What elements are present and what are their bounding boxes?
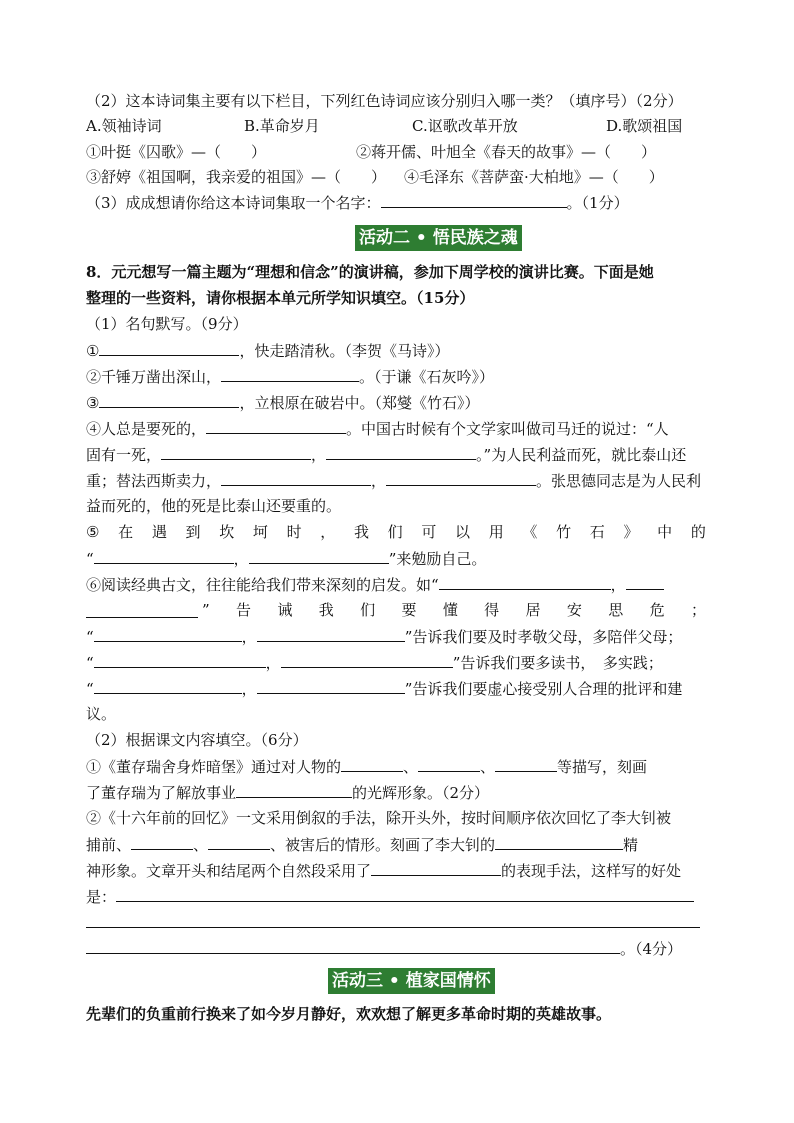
option-b: B.革命岁月	[244, 117, 320, 135]
q8-section2-title: （2）根据课文内容填空。（6分）	[86, 731, 308, 749]
q8-b2-line3: 神形象。文章开头和结尾两个自然段采用了 的表现手法，这样写的好处	[86, 859, 681, 881]
q8-intro-line2: 整理的一些资料，请你根据本单元所学知识填空。（15分）	[86, 289, 475, 307]
answer-blank[interactable]	[439, 573, 611, 590]
answer-blank[interactable]	[94, 625, 242, 642]
q7-options	[86, 115, 716, 137]
q8-b2-line1: ②《十六年前的回忆》一文采用倒叙的手法，除开头外，按时间顺序依次回忆了李大钊被	[86, 809, 672, 827]
q8-a4-line1: ④人总是要死的， 。中国古时候有个文学家叫做司马迁的说过：“人	[86, 417, 669, 439]
q8-b2-line2: 捕前、 、 、被害后的情形。刻画了李大钊的 精	[86, 833, 638, 855]
answer-blank[interactable]	[221, 365, 359, 382]
answer-blank[interactable]	[386, 469, 536, 486]
q8-a5-line1: ⑤ 在 遇 到 坎 坷 时 ， 我 们 可 以 用 《 竹 石 》 中 的	[86, 523, 706, 541]
q8-b2-line6: 。（4分）	[86, 937, 682, 959]
answer-blank[interactable]	[236, 781, 352, 798]
answer-blank[interactable]	[86, 911, 700, 928]
q8-a4-line3: 重；替法西斯卖力， ， 。张思德同志是为人民利	[86, 469, 701, 491]
q8-a5-line2: “ ， ”来勉励自己。	[86, 547, 486, 569]
answer-blank[interactable]	[371, 859, 501, 876]
answer-blank[interactable]	[99, 391, 239, 408]
answer-blank[interactable]	[161, 443, 311, 460]
item-3: ③舒婷《祖国啊，我亲爱的祖国》—（ ）	[86, 168, 387, 186]
answer-blank[interactable]	[341, 755, 403, 772]
answer-blank[interactable]	[208, 833, 270, 850]
answer-blank[interactable]	[86, 937, 620, 954]
answer-blank[interactable]	[94, 651, 266, 668]
answer-blank[interactable]	[257, 677, 405, 694]
answer-blank[interactable]	[418, 755, 480, 772]
q8-a6-line6: 议。	[86, 705, 117, 723]
answer-blank[interactable]	[281, 651, 453, 668]
answer-blank[interactable]	[94, 677, 242, 694]
q8-b2-line4: 是：	[86, 885, 694, 907]
q8-b1-line1: ①《董存瑞舍身炸暗堡》通过对人物的 、 、 等描写，刻画	[86, 755, 647, 777]
item-1: ①叶挺《囚歌》—（ ）	[86, 143, 267, 161]
q8-a4-line2: 固有一死， ， 。”为人民利益而死，就比泰山还	[86, 443, 686, 465]
q8-b2-line5	[86, 911, 700, 933]
q8-a6-line5: “ ， ”告诉我们要虚心接受别人合理的批评和建	[86, 677, 682, 699]
q8-a4-line4: 益而死的，他的死是比泰山还要重的。	[86, 497, 342, 515]
answer-blank[interactable]	[94, 547, 234, 564]
option-d: D.歌颂祖国	[606, 117, 683, 135]
answer-blank[interactable]	[326, 443, 476, 460]
q8-a6-line4: “ ， ”告诉我们要多读书， 多实践；	[86, 651, 663, 673]
q7-sub2: （2）这本诗词集主要有以下栏目，下列红色诗词应该分别归入哪一类？（填序号）（2分）	[86, 92, 683, 110]
q7-items-row2	[86, 166, 716, 188]
q8-a2: ②千锤万凿出深山， 。（于谦《石灰吟》）	[86, 365, 494, 387]
answer-blank[interactable]	[99, 339, 239, 356]
answer-blank[interactable]	[116, 885, 694, 902]
q8-a6-line1: ⑥阅读经典古文，往往能给我们带来深刻的启发。如“ ，	[86, 573, 664, 595]
option-c: C.讴歌改革开放	[412, 117, 518, 135]
q8-section1-title: （1）名句默写。（9分）	[86, 315, 248, 333]
answer-blank[interactable]	[131, 833, 193, 850]
answer-blank[interactable]	[495, 755, 557, 772]
q8-intro-line1: 8．元元想写一篇主题为“理想和信念”的演讲稿，参加下周学校的演讲比赛。下面是她	[86, 263, 654, 281]
q7-items-row1	[86, 141, 716, 163]
q8-a6-line2: ” 告 诫 我 们 要 懂 得 居 安 思 危 ；	[86, 599, 706, 621]
answer-blank[interactable]	[86, 601, 198, 618]
activity-3-banner: 活动三 • 植家国情怀	[328, 968, 495, 994]
item-4: ④毛泽东《菩萨蛮·大柏地》—（ ）	[404, 168, 664, 186]
q8-a6-line3: “ ， ”告诉我们要及时孝敬父母，多陪伴父母；	[86, 625, 682, 647]
activity-2-banner: 活动二 • 悟民族之魂	[355, 225, 522, 251]
item-2: ②蒋开儒、叶旭全《春天的故事》—（ ）	[356, 143, 657, 161]
q8-a3: ③ ，立根原在破岩中。（郑燮《竹石》）	[86, 391, 479, 413]
q7-sub3: （3）成成想请你给这本诗词集取一个名字： 。（1分）	[86, 191, 629, 213]
answer-blank[interactable]	[249, 547, 389, 564]
q8-a1: ① ，快走踏清秋。（李贺《马诗》）	[86, 339, 449, 361]
answer-blank[interactable]	[495, 833, 623, 850]
answer-blank[interactable]	[206, 417, 346, 434]
q8-b1-line2: 了董存瑞为了解放事业 的光辉形象。（2分）	[86, 781, 489, 803]
option-a: A.领袖诗词	[86, 117, 162, 135]
q9-intro: 先辈们的负重前行换来了如今岁月静好，欢欢想了解更多革命时期的英雄故事。	[86, 1005, 612, 1023]
answer-blank[interactable]	[257, 625, 405, 642]
answer-blank[interactable]	[221, 469, 371, 486]
answer-blank[interactable]	[381, 191, 567, 208]
answer-blank[interactable]	[626, 573, 664, 590]
